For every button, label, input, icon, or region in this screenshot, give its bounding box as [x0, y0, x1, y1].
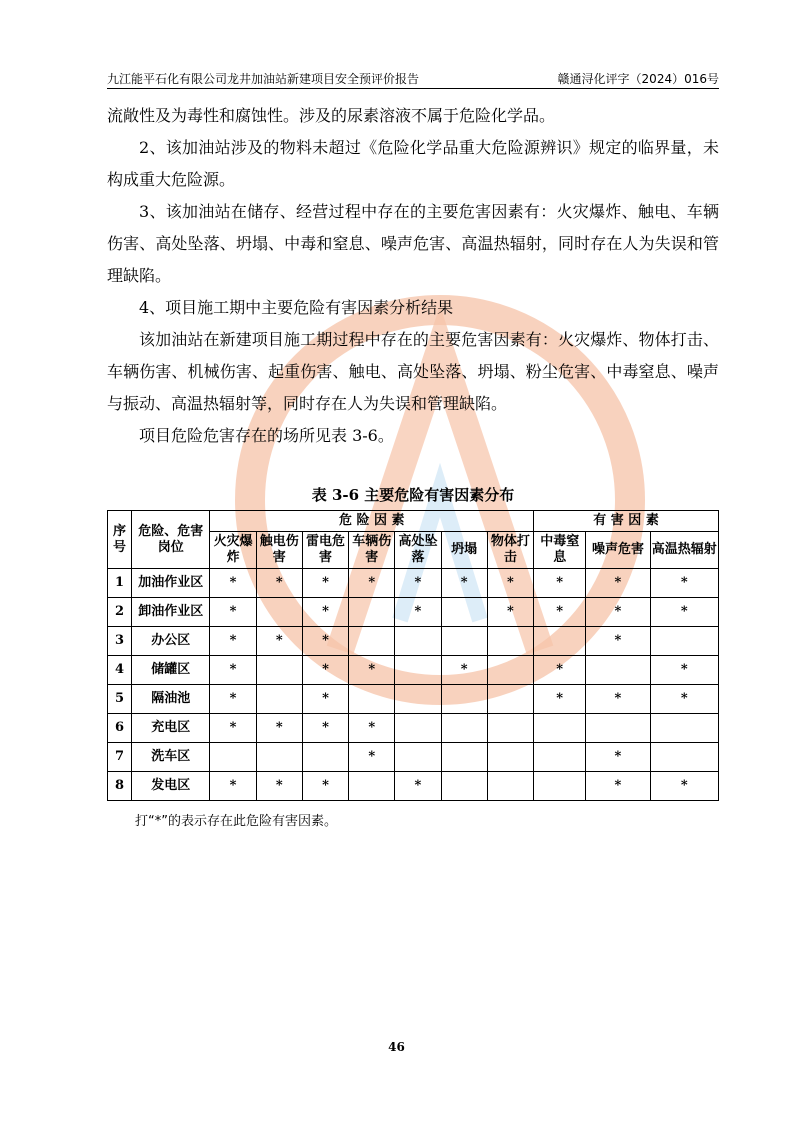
hazard-mark-cell — [256, 598, 302, 627]
header-factor: 车辆伤害 — [349, 532, 395, 569]
row-post: 卸油作业区 — [132, 598, 210, 627]
hazard-mark-cell — [441, 627, 487, 656]
hazard-mark-cell: * — [441, 569, 487, 598]
hazard-mark-cell: * — [210, 685, 256, 714]
row-number: 7 — [108, 743, 132, 772]
hazard-mark-cell — [349, 685, 395, 714]
hazard-mark-cell: * — [349, 569, 395, 598]
hazard-mark-cell — [487, 656, 533, 685]
hazard-mark-cell: * — [650, 598, 718, 627]
hazard-mark-cell: * — [349, 714, 395, 743]
row-number: 2 — [108, 598, 132, 627]
hazard-mark-cell: * — [586, 627, 650, 656]
row-number: 3 — [108, 627, 132, 656]
hazard-mark-cell: * — [256, 772, 302, 801]
hazard-mark-cell — [534, 627, 586, 656]
hazard-mark-cell — [586, 656, 650, 685]
body-text — [107, 100, 719, 452]
hazard-mark-cell: * — [586, 598, 650, 627]
hazard-mark-cell — [586, 714, 650, 743]
hazard-mark-cell — [441, 714, 487, 743]
paragraph: 该加油站在新建项目施工期过程中存在的主要危害因素有：火灾爆炸、物体打击、车辆伤害、机械伤害、起重伤害、触电、高处坠落、坍塌、粉尘危害、中毒窒息、噪声与振动、高温热辐射等，同时存在人为失误和管理缺陷。 — [107, 330, 719, 413]
hazard-mark-cell — [441, 685, 487, 714]
hazard-mark-cell: * — [395, 772, 441, 801]
hazard-mark-cell — [395, 714, 441, 743]
row-post: 储罐区 — [132, 656, 210, 685]
hazard-mark-cell: * — [650, 656, 718, 685]
header-report-title: 九江能平石化有限公司龙井加油站新建项目安全预评价报告 — [107, 72, 420, 86]
table-row — [108, 569, 719, 598]
hazard-mark-cell: * — [586, 772, 650, 801]
hazard-mark-cell: * — [441, 656, 487, 685]
row-number: 8 — [108, 772, 132, 801]
header-harm-group: 有 害 因 素 — [534, 511, 719, 532]
hazard-mark-cell: * — [302, 598, 348, 627]
hazard-mark-cell — [534, 714, 586, 743]
hazard-mark-cell: * — [534, 569, 586, 598]
row-post: 发电区 — [132, 772, 210, 801]
row-post: 隔油池 — [132, 685, 210, 714]
table-row — [108, 685, 719, 714]
hazard-mark-cell — [395, 743, 441, 772]
hazard-mark-cell — [210, 743, 256, 772]
hazard-mark-cell: * — [210, 569, 256, 598]
row-number: 1 — [108, 569, 132, 598]
page-header — [107, 68, 719, 89]
row-number: 6 — [108, 714, 132, 743]
hazard-mark-cell: * — [302, 656, 348, 685]
hazard-mark-cell — [650, 714, 718, 743]
header-factor: 高处坠落 — [395, 532, 441, 569]
hazard-mark-cell — [650, 743, 718, 772]
hazard-distribution-table — [107, 510, 719, 801]
hazard-mark-cell — [395, 685, 441, 714]
paragraph: 流敞性及为毒性和腐蚀性。涉及的尿素溶液不属于危险化学品。 — [107, 106, 556, 125]
hazard-mark-cell: * — [210, 772, 256, 801]
hazard-mark-cell — [534, 772, 586, 801]
hazard-mark-cell — [650, 627, 718, 656]
table-caption: 表 3-6 主要危险有害因素分布 — [311, 486, 515, 504]
hazard-mark-cell: * — [210, 714, 256, 743]
hazard-mark-cell: * — [650, 569, 718, 598]
header-seq: 序号 — [108, 511, 132, 569]
paragraph: 4、项目施工期中主要危险有害因素分析结果 — [139, 298, 454, 317]
hazard-mark-cell — [487, 743, 533, 772]
hazard-mark-cell: * — [487, 569, 533, 598]
paragraph: 项目危险危害存在的场所见表 3-6。 — [139, 426, 394, 445]
hazard-mark-cell: * — [302, 627, 348, 656]
hazard-mark-cell: * — [256, 714, 302, 743]
hazard-mark-cell: * — [302, 569, 348, 598]
hazard-mark-cell — [441, 743, 487, 772]
hazard-mark-cell: * — [586, 743, 650, 772]
row-post: 加油作业区 — [132, 569, 210, 598]
table-row — [108, 714, 719, 743]
header-factor: 火灾爆炸 — [210, 532, 256, 569]
table-row — [108, 627, 719, 656]
hazard-mark-cell: * — [210, 656, 256, 685]
hazard-mark-cell — [256, 656, 302, 685]
header-factor: 高温热辐射 — [650, 532, 718, 569]
header-factor: 触电伤害 — [256, 532, 302, 569]
hazard-mark-cell — [487, 714, 533, 743]
hazard-mark-cell: * — [650, 685, 718, 714]
row-post: 办公区 — [132, 627, 210, 656]
header-danger-group: 危 险 因 素 — [210, 511, 534, 532]
paragraph: 3、该加油站在储存、经营过程中存在的主要危害因素有：火灾爆炸、触电、车辆伤害、高处坠落、坍塌、中毒和窒息、噪声危害、高温热辐射，同时存在人为失误和管理缺陷。 — [107, 202, 719, 285]
header-factor: 坍塌 — [441, 532, 487, 569]
hazard-mark-cell: * — [487, 598, 533, 627]
hazard-mark-cell: * — [256, 627, 302, 656]
hazard-mark-cell — [395, 656, 441, 685]
hazard-mark-cell — [349, 772, 395, 801]
hazard-mark-cell: * — [302, 714, 348, 743]
row-number: 5 — [108, 685, 132, 714]
row-post: 充电区 — [132, 714, 210, 743]
hazard-mark-cell — [256, 685, 302, 714]
table-note: 打“*”的表示存在此危险有害因素。 — [135, 814, 337, 829]
hazard-mark-cell — [395, 627, 441, 656]
hazard-mark-cell: * — [586, 685, 650, 714]
row-post: 洗车区 — [132, 743, 210, 772]
table-row — [108, 656, 719, 685]
header-factor: 中毒窒息 — [534, 532, 586, 569]
hazard-mark-cell: * — [534, 656, 586, 685]
hazard-mark-cell: * — [302, 685, 348, 714]
hazard-mark-cell: * — [256, 569, 302, 598]
hazard-mark-cell — [487, 627, 533, 656]
paragraph: 2、该加油站涉及的物料未超过《危险化学品重大危险源辨识》规定的临界量，未构成重大危险源。 — [107, 138, 719, 189]
hazard-mark-cell: * — [534, 685, 586, 714]
header-report-number: 赣通浔化评字（2024）016号 — [557, 72, 719, 86]
page-number: 46 — [388, 1040, 405, 1054]
table-row — [108, 772, 719, 801]
hazard-mark-cell: * — [349, 743, 395, 772]
hazard-mark-cell — [441, 772, 487, 801]
table-row — [108, 743, 719, 772]
hazard-mark-cell: * — [349, 656, 395, 685]
hazard-mark-cell: * — [210, 627, 256, 656]
hazard-mark-cell — [349, 627, 395, 656]
header-factor: 噪声危害 — [586, 532, 650, 569]
hazard-mark-cell: * — [534, 598, 586, 627]
header-factor: 物体打击 — [487, 532, 533, 569]
hazard-mark-cell: * — [395, 569, 441, 598]
hazard-mark-cell: * — [210, 598, 256, 627]
hazard-mark-cell — [441, 598, 487, 627]
header-factor: 雷电危害 — [302, 532, 348, 569]
hazard-mark-cell — [487, 772, 533, 801]
hazard-mark-cell: * — [586, 569, 650, 598]
hazard-mark-cell: * — [650, 772, 718, 801]
hazard-mark-cell: * — [395, 598, 441, 627]
table-row — [108, 598, 719, 627]
hazard-mark-cell — [534, 743, 586, 772]
header-post: 危险、危害岗位 — [132, 511, 210, 569]
hazard-mark-cell: * — [302, 772, 348, 801]
hazard-mark-cell — [487, 685, 533, 714]
hazard-mark-cell — [256, 743, 302, 772]
hazard-mark-cell — [302, 743, 348, 772]
row-number: 4 — [108, 656, 132, 685]
hazard-mark-cell — [349, 598, 395, 627]
